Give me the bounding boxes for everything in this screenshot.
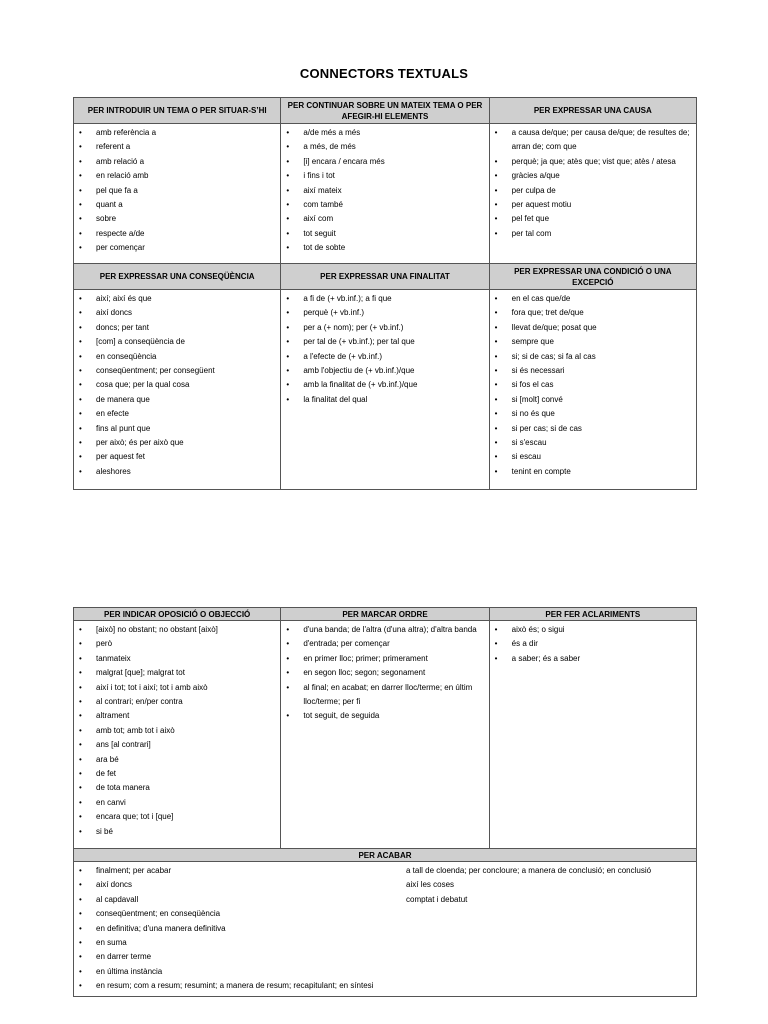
cell-clarification <box>489 621 696 849</box>
list-item: • en definitiva; d'una manera definitiva <box>74 922 402 936</box>
list-item: • d'entrada; per començar <box>281 637 484 651</box>
list-item: • d'una banda; de l'altra (d'una altra); d'altra banda <box>281 623 484 637</box>
cell-continue-topic <box>281 124 489 264</box>
connectors-table-1 <box>73 97 697 490</box>
list-item: • malgrat [que]; malgrat tot <box>74 666 276 680</box>
list-item: • com també <box>281 198 484 212</box>
cell-cause <box>489 124 696 264</box>
list-item: • en suma <box>74 936 402 950</box>
list-item: • a més, de més <box>281 140 484 154</box>
list-item: • de manera que <box>74 393 276 407</box>
page-title: CONNECTORS TEXTUALS <box>299 66 469 81</box>
list-item: • ans [al contrari] <box>74 738 276 752</box>
header-clarification: PER FER ACLARIMENTS <box>489 608 696 621</box>
list-item: • en el cas que/de <box>490 292 692 306</box>
list-item: • gràcies a/que <box>490 169 692 183</box>
list-item: • per tal de (+ vb.inf.); per tal que <box>281 335 484 349</box>
list-item: • per això; és per això que <box>74 436 276 450</box>
list-item: • amb l'objectiu de (+ vb.inf.)/que <box>281 364 484 378</box>
list-item: • si és necessari <box>490 364 692 378</box>
list-item: • llevat de/que; posat que <box>490 321 692 335</box>
list-item: • tot seguit, de seguida <box>281 709 484 723</box>
header-purpose: PER EXPRESSAR UNA FINALITAT <box>281 264 489 290</box>
list-item: • en primer lloc; primer; primerament <box>281 652 484 666</box>
list-item: comptat i debatut <box>406 894 468 904</box>
list-item: • al contrari; en/per contra <box>74 695 276 709</box>
list-item: • respecte a/de <box>74 227 276 241</box>
cell-order <box>281 621 489 849</box>
header-opposition: PER INDICAR OPOSICIÓ O OBJECCIÓ <box>74 608 281 621</box>
list-item: • tot de sobte <box>281 241 484 255</box>
list-item: • per començar <box>74 241 276 255</box>
list-item: • [com] a conseqüència de <box>74 335 276 349</box>
list-order <box>281 621 488 726</box>
list-item: • doncs; per tant <box>74 321 276 335</box>
list-purpose <box>281 290 488 409</box>
list-item: • en conseqüència <box>74 350 276 364</box>
list-item: • per a (+ nom); per (+ vb.inf.) <box>281 321 484 335</box>
list-item: • si bé <box>74 825 276 839</box>
header-condition: PER EXPRESSAR UNA CONDICIÓ O UNA EXCEPCIÓ <box>489 264 696 290</box>
list-item: • a saber; és a saber <box>490 652 692 666</box>
list-item: • fins al punt que <box>74 422 276 436</box>
list-item: • si no és que <box>490 407 692 421</box>
list-item: • per culpa de <box>490 184 692 198</box>
list-item: • però <box>74 637 276 651</box>
list-item: • perquè; ja que; atès que; vist que; atès / atesa <box>490 155 692 169</box>
list-item: • cosa que; per la qual cosa <box>74 378 276 392</box>
list-item: • pel fet que <box>490 212 692 226</box>
header-cause: PER EXPRESSAR UNA CAUSA <box>489 98 696 124</box>
cell-consequence <box>74 290 281 490</box>
list-item: • és a dir <box>490 637 692 651</box>
list-item: • si; si de cas; si fa al cas <box>490 350 692 364</box>
list-item: • sobre <box>74 212 276 226</box>
list-item: • per tal com <box>490 227 692 241</box>
list-item: • [això] no obstant; no obstant [això] <box>74 623 276 637</box>
header-continue-topic: PER CONTINUAR SOBRE UN MATEIX TEMA O PER AFEGIR-HI ELEMENTS <box>281 98 489 124</box>
list-item: • la finalitat del qual <box>281 393 484 407</box>
list-item: • fora que; tret de/que <box>490 306 692 320</box>
list-item: • en relació amb <box>74 169 276 183</box>
list-item: • amb tot; amb tot i això <box>74 724 276 738</box>
list-item: • així doncs <box>74 306 276 320</box>
list-item: • en efecte <box>74 407 276 421</box>
list-item: • tot seguit <box>281 227 484 241</box>
list-continue-topic <box>281 124 488 258</box>
list-introduce-topic <box>74 124 280 258</box>
list-item: • en darrer terme <box>74 950 402 964</box>
header-order: PER MARCAR ORDRE <box>281 608 489 621</box>
list-item: • així; així és que <box>74 292 276 306</box>
list-item: • així mateix <box>281 184 484 198</box>
list-item: • de fet <box>74 767 276 781</box>
list-item: • això és; o sigui <box>490 623 692 637</box>
list-item: • [i] encara / encara més <box>281 155 484 169</box>
list-item: • i fins i tot <box>281 169 484 183</box>
list-item: • al capdavall <box>74 893 402 907</box>
list-item: • si s'escau <box>490 436 692 450</box>
list-consequence <box>74 290 280 481</box>
list-item: • si escau <box>490 450 692 464</box>
list-item: • a causa de/que; per causa de/que; de resultes de; arran de; com que <box>490 126 692 155</box>
list-item: • altrament <box>74 709 276 723</box>
list-item: • aleshores <box>74 465 276 479</box>
list-item: • a fi de (+ vb.inf.); a fi que <box>281 292 484 306</box>
list-item: • a/de més a més <box>281 126 484 140</box>
list-item: • conseqüentment; per consegüent <box>74 364 276 378</box>
list-cause <box>490 124 696 243</box>
list-conclusion-right <box>406 862 696 909</box>
list-item: • així i tot; tot i així; tot i amb això <box>74 681 276 695</box>
list-item: • sempre que <box>490 335 692 349</box>
cell-opposition <box>74 621 281 849</box>
list-clarification <box>490 621 696 668</box>
list-item: • si fos el cas <box>490 378 692 392</box>
list-item: • perquè (+ vb.inf.) <box>281 306 484 320</box>
list-item: • tanmateix <box>74 652 276 666</box>
list-item: • de tota manera <box>74 781 276 795</box>
connectors-table-2 <box>73 607 697 997</box>
cell-condition <box>489 290 696 490</box>
list-item: • en canvi <box>74 796 276 810</box>
list-item: • quant a <box>74 198 276 212</box>
list-item: • al final; en acabat; en darrer lloc/terme; en últim lloc/terme; per fi <box>281 681 484 710</box>
list-item: • amb relació a <box>74 155 276 169</box>
list-item: • encara que; tot i [que] <box>74 810 276 824</box>
header-introduce-topic: PER INTRODUIR UN TEMA O PER SITUAR-S’HI <box>74 98 281 124</box>
list-item: • pel que fa a <box>74 184 276 198</box>
list-item: • en última instància <box>74 965 402 979</box>
list-item: • a l'efecte de (+ vb.inf.) <box>281 350 484 364</box>
list-item: • amb referència a <box>74 126 276 140</box>
list-opposition <box>74 621 280 841</box>
list-item: • per aquest fet <box>74 450 276 464</box>
list-item: així les coses <box>406 880 455 890</box>
list-item: • tenint en compte <box>490 465 692 479</box>
list-conclusion-left <box>74 862 406 996</box>
cell-conclusion <box>74 862 697 997</box>
list-condition <box>490 290 696 481</box>
list-item: • en segon lloc; segon; segonament <box>281 666 484 680</box>
cell-purpose <box>281 290 489 490</box>
header-consequence: PER EXPRESSAR UNA CONSEQÜÈNCIA <box>74 264 281 290</box>
list-item: • ara bé <box>74 753 276 767</box>
list-item: • en resum; com a resum; resumint; a manera de resum; recapitulant; en síntesi <box>74 979 402 993</box>
list-item: • amb la finalitat de (+ vb.inf.)/que <box>281 378 484 392</box>
list-item: • finalment; per acabar <box>74 864 402 878</box>
cell-introduce-topic <box>74 124 281 264</box>
list-item: • així com <box>281 212 484 226</box>
list-item: • així doncs <box>74 878 402 892</box>
list-item: • referent a <box>74 140 276 154</box>
list-item: • si per cas; si de cas <box>490 422 692 436</box>
list-item: a tall de cloenda; per concloure; a manera de conclusió; en conclusió <box>406 866 652 875</box>
list-item: • conseqüentment; en conseqüència <box>74 907 402 921</box>
header-conclusion: PER ACABAR <box>74 849 697 862</box>
list-item: • si [molt] convé <box>490 393 692 407</box>
list-item: • per aquest motiu <box>490 198 692 212</box>
